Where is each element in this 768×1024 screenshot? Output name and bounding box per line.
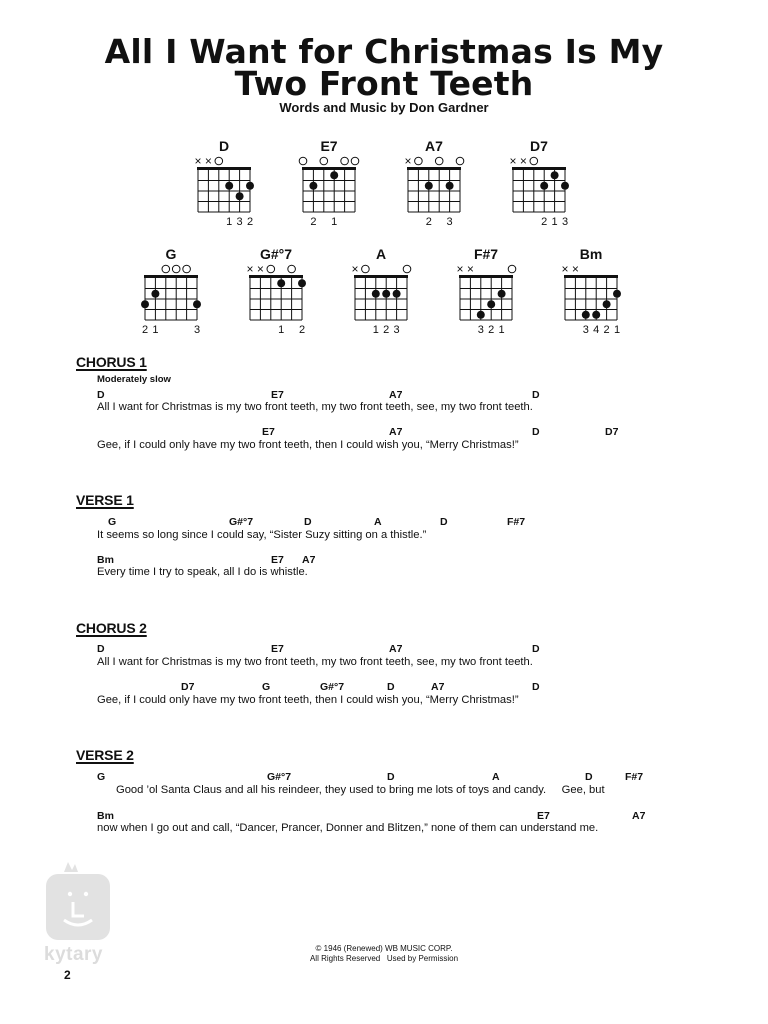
finger-dot	[498, 290, 506, 298]
finger-number: 2	[603, 324, 610, 336]
open-string-marker	[341, 157, 349, 165]
open-string-marker	[299, 157, 307, 165]
muted-string-marker: ×	[351, 262, 359, 276]
lyric-line: now when I go out and call, “Dancer, Prancer, Donner and Blitzen,” none of them can understand me.	[97, 822, 599, 834]
chord-diagram-name: D	[218, 138, 230, 154]
finger-number: 1	[331, 216, 338, 228]
chord-diagram	[509, 138, 569, 228]
open-string-marker	[183, 265, 191, 273]
finger-number: 4	[593, 324, 600, 336]
song-title-line-2: Two Front Teeth	[234, 64, 534, 103]
copyright-line: © 1946 (Renewed) WB MUSIC CORP.	[315, 944, 453, 953]
finger-number: 2	[246, 216, 254, 228]
open-string-marker	[403, 265, 411, 273]
chord-diagram	[351, 246, 410, 336]
muted-string-marker: ×	[246, 262, 254, 276]
finger-dot	[372, 290, 380, 298]
chord-symbol: A7	[389, 426, 403, 438]
tempo-marking: Moderately slow	[97, 374, 171, 385]
muted-string-marker: ×	[204, 154, 212, 168]
lyric-line: Good ’ol Santa Claus and all his reindeer, they used to bring me lots of toys and candy. Gee, but	[116, 784, 605, 796]
finger-dot	[225, 182, 233, 190]
nut	[144, 275, 198, 278]
chord-symbol: D	[585, 771, 593, 783]
finger-dot	[330, 171, 338, 179]
chord-symbol: D	[97, 643, 105, 655]
finger-number: 2	[298, 324, 306, 336]
finger-dot	[425, 182, 433, 190]
finger-number: 2	[541, 216, 548, 228]
section-label-chorus-1: CHORUS 1	[76, 354, 147, 370]
finger-dot	[477, 311, 485, 319]
finger-dot	[551, 171, 559, 179]
chord-diagram	[456, 246, 515, 336]
chord-symbol: D	[387, 771, 395, 783]
chord-symbol: D	[440, 516, 448, 528]
chord-diagram-name: F#7	[473, 246, 499, 262]
finger-dot	[382, 290, 390, 298]
lyric-line: All I want for Christmas is my two front teeth, my two front teeth, see, my two front teeth.	[97, 401, 533, 413]
section-label-verse-2: VERSE 2	[76, 747, 134, 763]
rights-line: All Rights Reserved Used by Permission	[309, 954, 459, 963]
chord-symbol: A7	[632, 810, 646, 822]
chord-diagram	[299, 138, 359, 228]
chord-symbol: E7	[271, 389, 284, 401]
chord-symbol: E7	[271, 643, 284, 655]
open-string-marker	[162, 265, 170, 273]
kytary-logo-icon	[40, 860, 112, 944]
open-string-marker	[415, 157, 423, 165]
chord-symbol: F#7	[625, 771, 644, 783]
chord-symbol: E7	[537, 810, 550, 822]
finger-dot	[561, 182, 569, 190]
chord-diagram-name: G	[165, 246, 177, 262]
finger-number: 3	[446, 216, 453, 228]
muted-string-marker: ×	[571, 262, 579, 276]
chord-symbol: D	[532, 643, 540, 655]
nut	[354, 275, 408, 278]
finger-dot	[246, 182, 254, 190]
muted-string-marker: ×	[404, 154, 412, 168]
chord-diagram-name: A	[375, 246, 387, 262]
muted-string-marker: ×	[561, 262, 569, 276]
finger-number: 3	[393, 324, 400, 336]
chord-diagram	[141, 246, 201, 336]
chord-symbol: A	[374, 516, 382, 528]
lyric-line: It seems so long since I could say, “Sister Suzy sitting on a thistle.”	[97, 529, 427, 541]
chord-symbol: G#°7	[267, 771, 292, 783]
finger-dot	[613, 290, 621, 298]
chord-symbol: A	[492, 771, 500, 783]
finger-dot	[393, 290, 401, 298]
lyric-line: All I want for Christmas is my two front teeth, my two front teeth, see, my two front teeth.	[97, 656, 533, 668]
page-number: 2	[64, 968, 71, 982]
muted-string-marker: ×	[194, 154, 202, 168]
muted-string-marker: ×	[509, 154, 517, 168]
open-string-marker	[362, 265, 370, 273]
open-string-marker	[172, 265, 180, 273]
open-string-marker	[435, 157, 443, 165]
chord-symbol: E7	[271, 554, 284, 566]
chord-symbol: A7	[431, 681, 445, 693]
nut	[407, 167, 461, 170]
chord-diagram-name: E7	[320, 138, 338, 154]
finger-number: 1	[226, 216, 233, 228]
chord-diagram-name: G#°7	[259, 246, 293, 262]
chord-symbol: G	[262, 681, 271, 693]
finger-dot	[446, 182, 454, 190]
finger-number: 2	[310, 216, 317, 228]
finger-number: 2	[425, 216, 432, 228]
open-string-marker	[530, 157, 538, 165]
finger-dot	[309, 182, 317, 190]
open-string-marker	[267, 265, 275, 273]
finger-dot	[277, 279, 285, 287]
chord-diagram-name: D7	[530, 138, 548, 154]
finger-number: 3	[477, 324, 484, 336]
muted-string-marker: ×	[519, 154, 527, 168]
chord-symbol: D7	[605, 426, 619, 438]
chord-diagram	[246, 246, 306, 336]
chord-symbol: F#7	[507, 516, 526, 528]
open-string-marker	[508, 265, 516, 273]
finger-number: 1	[372, 324, 379, 336]
lyric-line: Gee, if I could only have my two front teeth, then I could wish you, “Merry Christmas!”	[97, 694, 519, 706]
chord-symbol: D	[304, 516, 312, 528]
byline: Words and Music by Don Gardner	[279, 100, 489, 115]
finger-number: 1	[498, 324, 505, 336]
finger-dot	[592, 311, 600, 319]
finger-dot	[193, 300, 201, 308]
finger-number: 1	[551, 216, 558, 228]
finger-number: 3	[193, 324, 201, 336]
open-string-marker	[351, 157, 359, 165]
finger-dot	[603, 300, 611, 308]
song-title-line-1: All I Want for Christmas Is My	[104, 32, 664, 71]
open-string-marker	[456, 157, 464, 165]
chord-diagrams	[0, 130, 768, 345]
chord-symbol: D7	[181, 681, 195, 693]
nut	[302, 167, 356, 170]
lyric-line: Every time I try to speak, all I do is whistle.	[97, 566, 308, 578]
finger-dot	[298, 279, 306, 287]
finger-dot	[487, 300, 495, 308]
chord-diagram-name: A7	[425, 138, 443, 154]
chord-symbol: A7	[302, 554, 316, 566]
finger-number: 3	[236, 216, 243, 228]
chord-symbol: G	[97, 771, 106, 783]
chord-diagram	[194, 138, 254, 228]
chord-symbol: A7	[389, 389, 403, 401]
chord-diagram	[404, 138, 463, 228]
finger-number: 2	[141, 324, 149, 336]
section-label-chorus-2: CHORUS 2	[76, 620, 147, 636]
finger-number: 1	[613, 324, 621, 336]
section-label-verse-1: VERSE 1	[76, 492, 134, 508]
finger-number: 3	[561, 216, 569, 228]
finger-number: 1	[278, 324, 285, 336]
chord-diagram-name: Bm	[579, 246, 603, 262]
chord-diagram	[561, 246, 621, 336]
open-string-marker	[320, 157, 328, 165]
finger-dot	[151, 290, 159, 298]
chord-symbol: D	[532, 389, 540, 401]
chord-symbol: D	[532, 426, 540, 438]
muted-string-marker: ×	[256, 262, 264, 276]
muted-string-marker: ×	[466, 262, 474, 276]
chord-symbol: Bm	[97, 554, 114, 566]
finger-dot	[540, 182, 548, 190]
chord-symbol: G#°7	[320, 681, 345, 693]
open-string-marker	[288, 265, 296, 273]
chord-symbol: D	[532, 681, 540, 693]
finger-number: 2	[383, 324, 390, 336]
finger-dot	[582, 311, 590, 319]
open-string-marker	[215, 157, 223, 165]
chord-symbol: A7	[389, 643, 403, 655]
watermark-text: kytary	[44, 944, 103, 965]
chord-symbol: D	[97, 389, 105, 401]
copyright-notice	[0, 944, 768, 964]
muted-string-marker: ×	[456, 262, 464, 276]
chord-symbol: G	[108, 516, 117, 528]
finger-dot	[141, 300, 149, 308]
finger-number: 3	[582, 324, 589, 336]
chord-symbol: G#°7	[229, 516, 254, 528]
finger-dot	[236, 192, 244, 200]
chord-symbol: D	[387, 681, 395, 693]
chord-symbol: E7	[262, 426, 275, 438]
finger-number: 2	[488, 324, 495, 336]
chord-symbol: Bm	[97, 810, 114, 822]
finger-number: 1	[152, 324, 159, 336]
lyric-line: Gee, if I could only have my two front teeth, then I could wish you, “Merry Christmas!”	[97, 439, 519, 451]
